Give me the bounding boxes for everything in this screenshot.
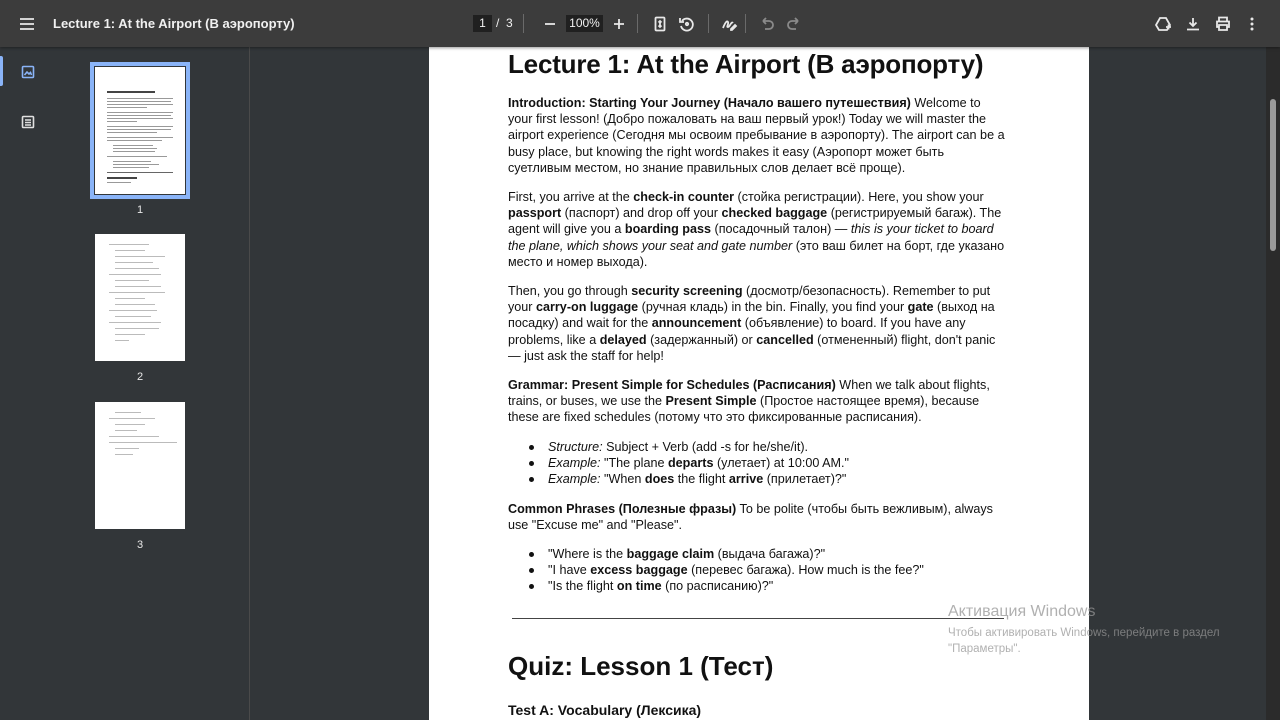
emphasis: this is your ticket to board the plane, which shows your seat and gate number [508,222,994,253]
grammar-list [548,439,1008,488]
watermark-line: "Параметры". [948,643,1021,655]
page-separator: / [496,16,500,30]
redo-button[interactable] [778,8,810,40]
thumbnails-icon [21,65,35,79]
list-item [548,455,1008,471]
list-item [548,471,1008,487]
document-viewer[interactable] [251,47,1280,720]
fit-page-icon [651,15,669,33]
outline-tab[interactable] [14,108,42,136]
windows-activation-text [948,625,1220,657]
text: (посадочный талон) — [711,222,851,237]
toolbar-divider [708,14,709,33]
term: arrive [728,472,764,487]
download-button[interactable] [1177,8,1209,40]
menu-button[interactable] [11,8,43,40]
emphasis: Structure: [548,440,603,454]
text: "I have [548,563,591,578]
text: "The plane [600,456,668,471]
redo-icon [785,15,803,33]
text: Then, you go through [508,284,632,298]
emphasis: Example: [548,472,601,487]
text: (по расписанию)?" [661,579,774,594]
thumbnail-page-number: 1 [136,204,144,216]
watermark-line: Чтобы активировать Windows, перейдите в раздел [948,627,1220,639]
print-icon [1214,15,1232,33]
annotate-icon [720,15,738,33]
thumbnail-page-number: 3 [136,539,144,551]
menu-icon [18,15,36,33]
toolbar-divider [745,14,746,33]
text: (паспорт) and drop off your [561,206,722,221]
emphasis: Example: [548,456,601,471]
test-a-heading: Test A: Vocabulary (Лексика) [508,702,702,718]
phrases-paragraph [508,501,1008,533]
thumbnail-page-number: 2 [136,371,144,383]
annotate-button[interactable] [713,8,745,40]
thumbnail-sidebar [0,47,250,720]
zoom-input[interactable]: 100% [566,15,603,32]
term: check-in counter [633,190,735,204]
text: Subject + Verb (add -s for he/she/it). [602,440,809,454]
list-item [548,439,1008,455]
document-title: Lecture 1: At the Airport (В аэропорту) [53,16,295,31]
text: (выдача багажа)?" [714,547,826,561]
page-thumbnail-1[interactable] [95,67,185,194]
windows-activation-title: Активация Windows [948,603,1096,620]
text: (регистрируемый багаж). The agent will give you a [508,206,1002,237]
term: gate [907,300,934,315]
text: (это ваш билет на борт, где указано место и номер выхода). [508,238,1005,269]
rotate-button[interactable] [671,8,703,40]
page-thumbnail-3[interactable] [95,402,185,529]
text: When we talk about flights, trains, or buses, we use the [508,378,990,409]
text: "Is the flight [548,579,617,594]
text: (объявление) to board. If you have any problems, like a [508,316,966,347]
text: (Простое настоящее время), because these are fixed schedules (потому что это фиксированные расписания). [508,394,980,425]
outline-icon [21,115,35,129]
text: (улетает) at 10:00 AM." [713,456,849,471]
toolbar-divider [637,14,638,33]
term: excess baggage [590,563,688,578]
rotate-icon [678,15,696,33]
term: departs [667,456,714,471]
print-button[interactable] [1207,8,1239,40]
page-total: 3 [506,16,513,30]
text: (перевес багажа). How much is the fee?" [687,563,924,578]
undo-icon [758,15,776,33]
text: (прилетает)?" [763,472,847,487]
term: delayed [599,332,647,347]
text: To be polite (чтобы быть вежливым), always use "Excuse me" and "Please". [508,502,993,533]
text: the flight [674,472,729,487]
text: (выход на посадку) and wait for the [508,300,995,331]
security-paragraph [508,283,1008,364]
minus-icon [541,15,559,33]
more-icon [1243,15,1261,33]
text: (стойка регистрации). Here, you show your [734,190,984,204]
checkin-paragraph [508,189,1008,270]
term: carry-on luggage [536,300,639,315]
text: "Where is the [548,547,627,561]
text: (досмотр/безопасность). Remember to put your [508,284,991,315]
term: checked baggage [721,206,828,221]
list-item [548,546,1008,562]
toolbar [0,0,1280,47]
term: announcement [651,316,742,331]
horizontal-rule [512,618,1004,619]
thumbnails-tab[interactable] [14,58,42,86]
term: cancelled [756,332,814,347]
term: does [644,472,675,487]
intro-text: Welcome to your first lesson! (Добро пожаловать на ваш первый урок!) Today we will master the airport experience (Сегодня мы освоим пребывание в аэропорту). The airport can be a busy place, but knowing the right words makes it easy (Аэропорт может быть суетливым местом, но знание правильных слов делает всё проще). [508,96,1005,175]
text: "When [600,472,645,487]
download-icon [1184,15,1202,33]
intro-heading: Introduction: Starting Your Journey (Начало вашего путешествия) [508,96,911,110]
page-number-input[interactable]: 1 [473,15,492,32]
text: (отмененный) flight, don't panic — just ask the staff for help! [508,332,996,363]
intro-paragraph [508,95,1008,176]
page-thumbnail-2[interactable] [95,234,185,361]
sidebar-icon-strip [0,47,56,720]
text: First, you arrive at the [508,190,634,204]
list-item [548,562,1008,578]
text: (задержанный) or [646,332,757,347]
term: baggage claim [626,547,715,561]
more-actions-button[interactable] [1236,8,1268,40]
phrases-list [548,546,1008,595]
plus-icon [610,15,628,33]
save-to-drive-button[interactable] [1147,8,1179,40]
term: on time [616,579,662,594]
toolbar-divider [523,14,524,33]
vertical-scrollbar[interactable] [1266,47,1280,720]
term: Present Simple [665,394,757,409]
term: boarding pass [624,222,711,237]
phrases-heading: Common Phrases (Полезные фразы) [508,502,737,516]
lecture-title: Lecture 1: At the Airport (В аэропорту) [508,49,984,79]
zoom-out-button[interactable] [534,8,566,40]
term: passport [508,206,562,221]
text: (ручная кладь) in the bin. Finally, you find your [638,300,908,315]
term: security screening [631,284,743,298]
drive-icon [1154,15,1172,33]
scrollbar-thumb[interactable] [1270,99,1276,251]
grammar-heading: Grammar: Present Simple for Schedules (Расписания) [508,378,836,392]
sidebar-active-indicator [0,56,3,86]
quiz-title: Quiz: Lesson 1 (Тест) [508,651,774,681]
list-item [548,578,1008,594]
grammar-paragraph [508,377,1008,426]
zoom-in-button[interactable] [603,8,635,40]
